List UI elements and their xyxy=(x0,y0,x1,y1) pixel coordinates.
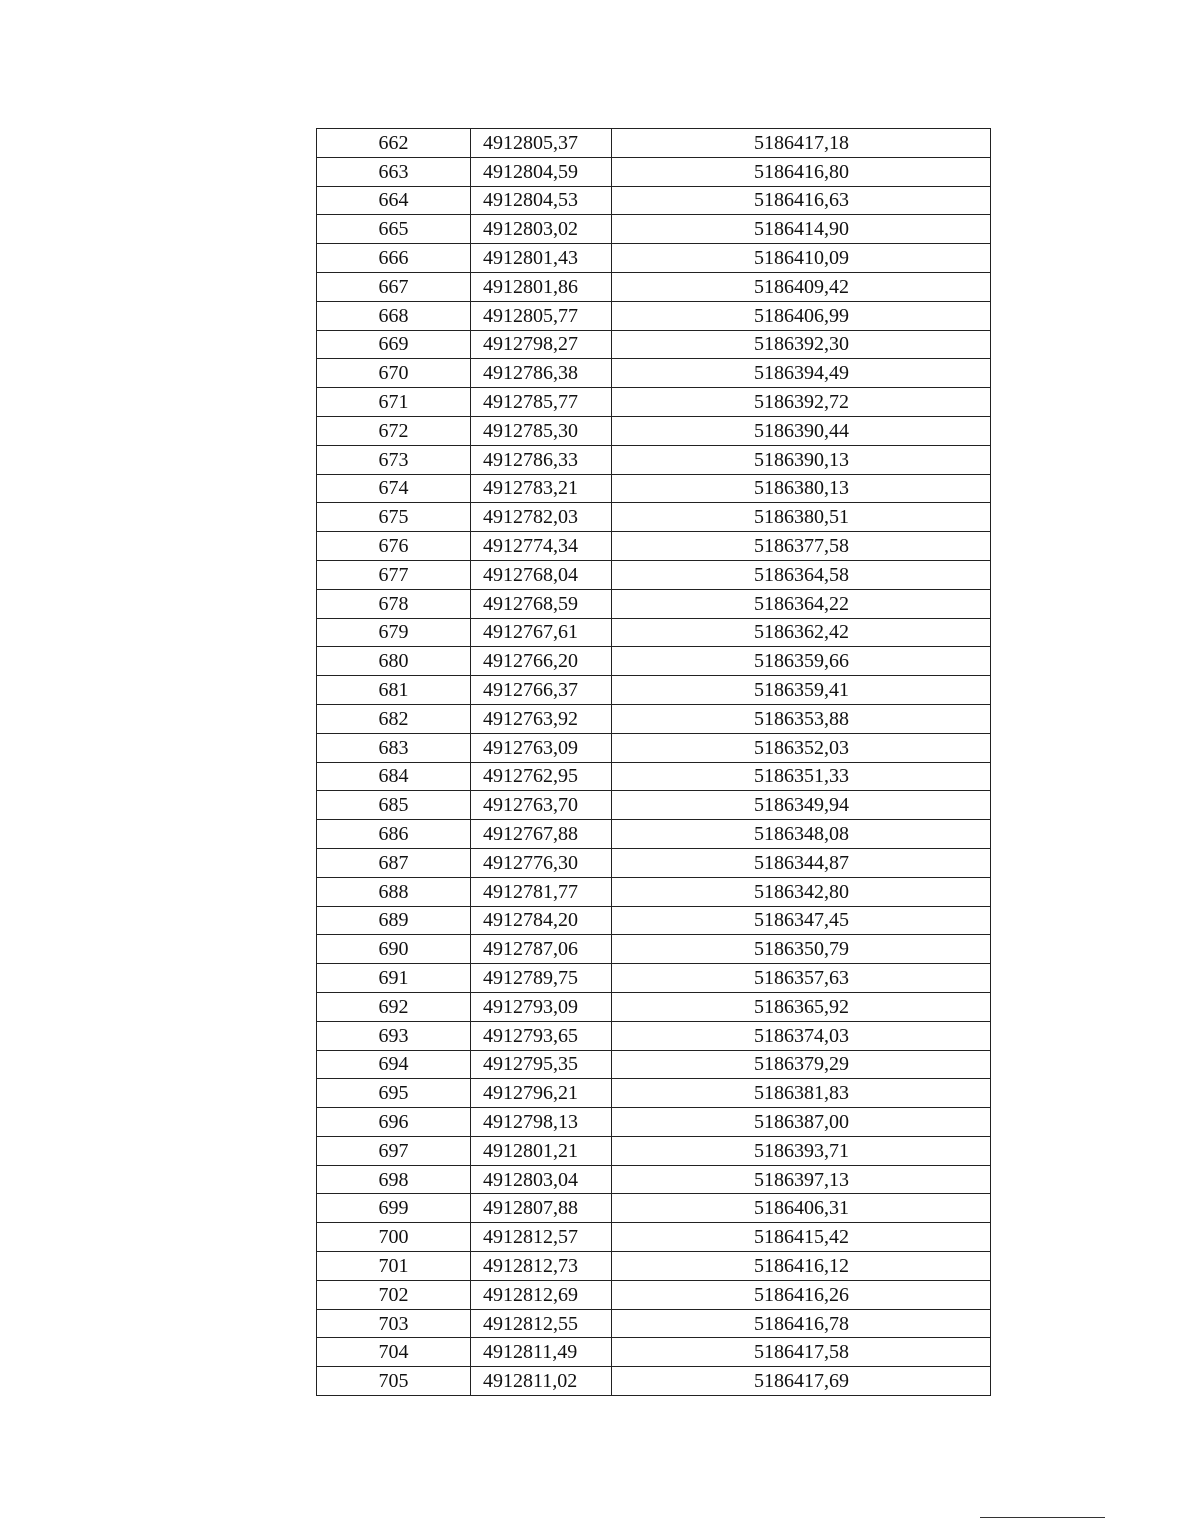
table-row xyxy=(317,560,991,589)
y-coordinate-cell: 5186417,58 xyxy=(612,1338,991,1367)
table-row xyxy=(317,1338,991,1367)
x-coordinate-cell: 4912795,35 xyxy=(471,1050,612,1079)
table-row xyxy=(317,676,991,705)
point-number-cell: 697 xyxy=(317,1136,471,1165)
table-row xyxy=(317,157,991,186)
point-number-cell: 687 xyxy=(317,848,471,877)
x-coordinate-cell: 4912763,70 xyxy=(471,791,612,820)
y-coordinate-cell: 5186390,44 xyxy=(612,416,991,445)
table-row xyxy=(317,704,991,733)
y-coordinate-cell: 5186393,71 xyxy=(612,1136,991,1165)
x-coordinate-cell: 4912811,49 xyxy=(471,1338,612,1367)
y-coordinate-cell: 5186348,08 xyxy=(612,820,991,849)
y-coordinate-cell: 5186406,99 xyxy=(612,301,991,330)
y-coordinate-cell: 5186362,42 xyxy=(612,618,991,647)
table-row xyxy=(317,503,991,532)
table-row xyxy=(317,532,991,561)
table-row xyxy=(317,1050,991,1079)
point-number-cell: 696 xyxy=(317,1108,471,1137)
table-row xyxy=(317,762,991,791)
x-coordinate-cell: 4912781,77 xyxy=(471,877,612,906)
point-number-cell: 686 xyxy=(317,820,471,849)
table-row xyxy=(317,618,991,647)
y-coordinate-cell: 5186349,94 xyxy=(612,791,991,820)
point-number-cell: 688 xyxy=(317,877,471,906)
point-number-cell: 693 xyxy=(317,1021,471,1050)
point-number-cell: 679 xyxy=(317,618,471,647)
y-coordinate-cell: 5186380,51 xyxy=(612,503,991,532)
table-row xyxy=(317,1108,991,1137)
x-coordinate-cell: 4912811,02 xyxy=(471,1367,612,1396)
y-coordinate-cell: 5186394,49 xyxy=(612,359,991,388)
x-coordinate-cell: 4912782,03 xyxy=(471,503,612,532)
y-coordinate-cell: 5186416,63 xyxy=(612,186,991,215)
x-coordinate-cell: 4912763,09 xyxy=(471,733,612,762)
x-coordinate-cell: 4912805,37 xyxy=(471,129,612,158)
point-number-cell: 673 xyxy=(317,445,471,474)
table-row xyxy=(317,215,991,244)
x-coordinate-cell: 4912812,69 xyxy=(471,1280,612,1309)
y-coordinate-cell: 5186397,13 xyxy=(612,1165,991,1194)
table-row xyxy=(317,1309,991,1338)
point-number-cell: 694 xyxy=(317,1050,471,1079)
point-number-cell: 676 xyxy=(317,532,471,561)
x-coordinate-cell: 4912793,65 xyxy=(471,1021,612,1050)
x-coordinate-cell: 4912798,13 xyxy=(471,1108,612,1137)
x-coordinate-cell: 4912787,06 xyxy=(471,935,612,964)
table-row xyxy=(317,935,991,964)
table-row xyxy=(317,1367,991,1396)
coordinates-table xyxy=(316,128,991,1396)
x-coordinate-cell: 4912763,92 xyxy=(471,704,612,733)
point-number-cell: 678 xyxy=(317,589,471,618)
table-row xyxy=(317,272,991,301)
x-coordinate-cell: 4912766,20 xyxy=(471,647,612,676)
point-number-cell: 702 xyxy=(317,1280,471,1309)
point-number-cell: 677 xyxy=(317,560,471,589)
point-number-cell: 666 xyxy=(317,244,471,273)
point-number-cell: 692 xyxy=(317,992,471,1021)
point-number-cell: 691 xyxy=(317,964,471,993)
y-coordinate-cell: 5186392,72 xyxy=(612,388,991,417)
table-row xyxy=(317,964,991,993)
y-coordinate-cell: 5186342,80 xyxy=(612,877,991,906)
y-coordinate-cell: 5186416,26 xyxy=(612,1280,991,1309)
x-coordinate-cell: 4912785,77 xyxy=(471,388,612,417)
y-coordinate-cell: 5186359,66 xyxy=(612,647,991,676)
point-number-cell: 705 xyxy=(317,1367,471,1396)
point-number-cell: 671 xyxy=(317,388,471,417)
y-coordinate-cell: 5186416,80 xyxy=(612,157,991,186)
point-number-cell: 682 xyxy=(317,704,471,733)
x-coordinate-cell: 4912793,09 xyxy=(471,992,612,1021)
x-coordinate-cell: 4912804,59 xyxy=(471,157,612,186)
point-number-cell: 668 xyxy=(317,301,471,330)
point-number-cell: 672 xyxy=(317,416,471,445)
table-row xyxy=(317,848,991,877)
x-coordinate-cell: 4912786,33 xyxy=(471,445,612,474)
y-coordinate-cell: 5186364,58 xyxy=(612,560,991,589)
y-coordinate-cell: 5186353,88 xyxy=(612,704,991,733)
table-row xyxy=(317,416,991,445)
point-number-cell: 669 xyxy=(317,330,471,359)
x-coordinate-cell: 4912798,27 xyxy=(471,330,612,359)
y-coordinate-cell: 5186344,87 xyxy=(612,848,991,877)
x-coordinate-cell: 4912801,21 xyxy=(471,1136,612,1165)
table-row xyxy=(317,359,991,388)
x-coordinate-cell: 4912807,88 xyxy=(471,1194,612,1223)
table-row xyxy=(317,1021,991,1050)
point-number-cell: 680 xyxy=(317,647,471,676)
point-number-cell: 701 xyxy=(317,1252,471,1281)
y-coordinate-cell: 5186409,42 xyxy=(612,272,991,301)
x-coordinate-cell: 4912801,43 xyxy=(471,244,612,273)
point-number-cell: 667 xyxy=(317,272,471,301)
point-number-cell: 703 xyxy=(317,1309,471,1338)
table-row xyxy=(317,1165,991,1194)
table-row xyxy=(317,733,991,762)
y-coordinate-cell: 5186374,03 xyxy=(612,1021,991,1050)
table-row xyxy=(317,244,991,273)
footer-rule xyxy=(980,1517,1105,1518)
y-coordinate-cell: 5186417,18 xyxy=(612,129,991,158)
point-number-cell: 670 xyxy=(317,359,471,388)
point-number-cell: 704 xyxy=(317,1338,471,1367)
x-coordinate-cell: 4912803,04 xyxy=(471,1165,612,1194)
y-coordinate-cell: 5186381,83 xyxy=(612,1079,991,1108)
y-coordinate-cell: 5186351,33 xyxy=(612,762,991,791)
y-coordinate-cell: 5186416,78 xyxy=(612,1309,991,1338)
table-row xyxy=(317,388,991,417)
x-coordinate-cell: 4912776,30 xyxy=(471,848,612,877)
point-number-cell: 662 xyxy=(317,129,471,158)
x-coordinate-cell: 4912774,34 xyxy=(471,532,612,561)
x-coordinate-cell: 4912785,30 xyxy=(471,416,612,445)
table-row xyxy=(317,330,991,359)
y-coordinate-cell: 5186350,79 xyxy=(612,935,991,964)
point-number-cell: 690 xyxy=(317,935,471,964)
x-coordinate-cell: 4912768,04 xyxy=(471,560,612,589)
point-number-cell: 698 xyxy=(317,1165,471,1194)
table-row xyxy=(317,1223,991,1252)
table-row xyxy=(317,445,991,474)
point-number-cell: 683 xyxy=(317,733,471,762)
x-coordinate-cell: 4912783,21 xyxy=(471,474,612,503)
table-row xyxy=(317,1194,991,1223)
y-coordinate-cell: 5186364,22 xyxy=(612,589,991,618)
y-coordinate-cell: 5186415,42 xyxy=(612,1223,991,1252)
point-number-cell: 664 xyxy=(317,186,471,215)
table-row xyxy=(317,474,991,503)
point-number-cell: 681 xyxy=(317,676,471,705)
table-row xyxy=(317,992,991,1021)
x-coordinate-cell: 4912812,55 xyxy=(471,1309,612,1338)
y-coordinate-cell: 5186352,03 xyxy=(612,733,991,762)
y-coordinate-cell: 5186416,12 xyxy=(612,1252,991,1281)
y-coordinate-cell: 5186387,00 xyxy=(612,1108,991,1137)
table-row xyxy=(317,1079,991,1108)
point-number-cell: 674 xyxy=(317,474,471,503)
x-coordinate-cell: 4912796,21 xyxy=(471,1079,612,1108)
y-coordinate-cell: 5186390,13 xyxy=(612,445,991,474)
point-number-cell: 685 xyxy=(317,791,471,820)
y-coordinate-cell: 5186417,69 xyxy=(612,1367,991,1396)
table-row xyxy=(317,589,991,618)
table-row xyxy=(317,1136,991,1165)
table-row xyxy=(317,1280,991,1309)
x-coordinate-cell: 4912766,37 xyxy=(471,676,612,705)
table-row xyxy=(317,877,991,906)
point-number-cell: 665 xyxy=(317,215,471,244)
table-row xyxy=(317,906,991,935)
x-coordinate-cell: 4912767,88 xyxy=(471,820,612,849)
table-row xyxy=(317,1252,991,1281)
table-row xyxy=(317,301,991,330)
y-coordinate-cell: 5186359,41 xyxy=(612,676,991,705)
point-number-cell: 700 xyxy=(317,1223,471,1252)
x-coordinate-cell: 4912786,38 xyxy=(471,359,612,388)
x-coordinate-cell: 4912803,02 xyxy=(471,215,612,244)
point-number-cell: 689 xyxy=(317,906,471,935)
point-number-cell: 684 xyxy=(317,762,471,791)
table-row xyxy=(317,647,991,676)
point-number-cell: 663 xyxy=(317,157,471,186)
y-coordinate-cell: 5186357,63 xyxy=(612,964,991,993)
y-coordinate-cell: 5186379,29 xyxy=(612,1050,991,1079)
y-coordinate-cell: 5186347,45 xyxy=(612,906,991,935)
table-row xyxy=(317,186,991,215)
point-number-cell: 699 xyxy=(317,1194,471,1223)
x-coordinate-cell: 4912789,75 xyxy=(471,964,612,993)
y-coordinate-cell: 5186380,13 xyxy=(612,474,991,503)
table-row xyxy=(317,820,991,849)
point-number-cell: 675 xyxy=(317,503,471,532)
y-coordinate-cell: 5186406,31 xyxy=(612,1194,991,1223)
x-coordinate-cell: 4912768,59 xyxy=(471,589,612,618)
y-coordinate-cell: 5186365,92 xyxy=(612,992,991,1021)
x-coordinate-cell: 4912805,77 xyxy=(471,301,612,330)
y-coordinate-cell: 5186392,30 xyxy=(612,330,991,359)
y-coordinate-cell: 5186377,58 xyxy=(612,532,991,561)
x-coordinate-cell: 4912801,86 xyxy=(471,272,612,301)
coordinates-table-body xyxy=(317,129,991,1396)
x-coordinate-cell: 4912767,61 xyxy=(471,618,612,647)
y-coordinate-cell: 5186414,90 xyxy=(612,215,991,244)
x-coordinate-cell: 4912762,95 xyxy=(471,762,612,791)
point-number-cell: 695 xyxy=(317,1079,471,1108)
table-row xyxy=(317,791,991,820)
x-coordinate-cell: 4912784,20 xyxy=(471,906,612,935)
y-coordinate-cell: 5186410,09 xyxy=(612,244,991,273)
x-coordinate-cell: 4912804,53 xyxy=(471,186,612,215)
x-coordinate-cell: 4912812,73 xyxy=(471,1252,612,1281)
x-coordinate-cell: 4912812,57 xyxy=(471,1223,612,1252)
table-row xyxy=(317,129,991,158)
